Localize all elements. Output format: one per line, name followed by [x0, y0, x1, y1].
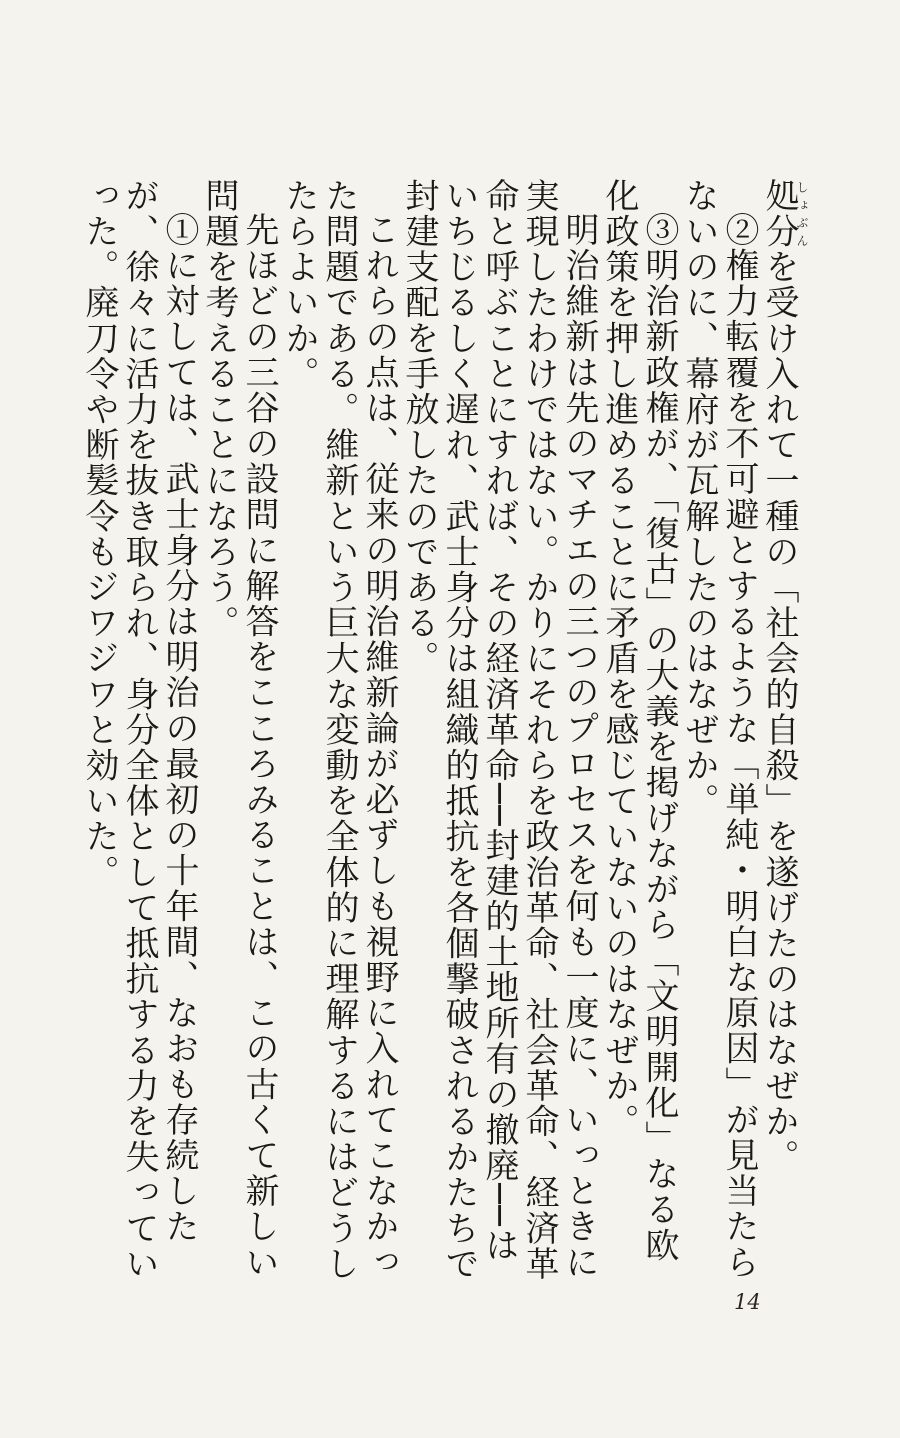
paragraph-7: ①に対しては、武士身分は明治の最初の十年間、なおも存続したが、徐々に活力を抜き取られ、身分全体として抵抗する力を失っていった。廃刀令や断髪令もジワジワと効いた。 — [79, 178, 199, 1282]
ruby-base: 処分 — [759, 178, 799, 250]
vertical-body-text — [79, 178, 809, 1298]
paragraph-2: ②権力転覆を不可避とするような「単純・明白な原因」が見当たらないのに、幕府が瓦解したのはなぜか。 — [679, 178, 759, 1280]
ruby-reading: しょぶん — [795, 178, 809, 250]
ruby-shobun — [759, 178, 809, 250]
paragraph-1 — [759, 178, 808, 1298]
paragraph-1-text: を受け入れて一種の「社会的自殺」を遂げたのはなぜか。 — [759, 249, 799, 1175]
paragraph-4: 明治維新は先のマチエの三つのプロセスを何も一度に、いっときに実現したわけではない。かりにそれらを政治革命、社会革命、経済革命と呼ぶことにすれば、その経済革命──封建的土地所有の撤廃──はいちじるしく遅れ、武士身分は組織的抵抗を各個撃破されるかたちで封建支配を手放したのである。 — [399, 178, 599, 1282]
paragraph-3: ③明治新政権が、「復古」の大義を掲げながら「文明開化」なる欧化政策を押し進めることに矛盾を感じていないのはなぜか。 — [599, 178, 679, 1263]
page-number: 14 — [734, 1290, 761, 1314]
paragraph-5: これらの点は、従来の明治維新論が必ずしも視野に入れてこなかった問題である。維新という巨大な変動を全体的に理解するにはどうしたらよいか。 — [279, 178, 399, 1282]
paragraph-6: 先ほどの三谷の設問に解答をこころみることは、この古くて新しい問題を考えることになろう。 — [199, 178, 279, 1280]
